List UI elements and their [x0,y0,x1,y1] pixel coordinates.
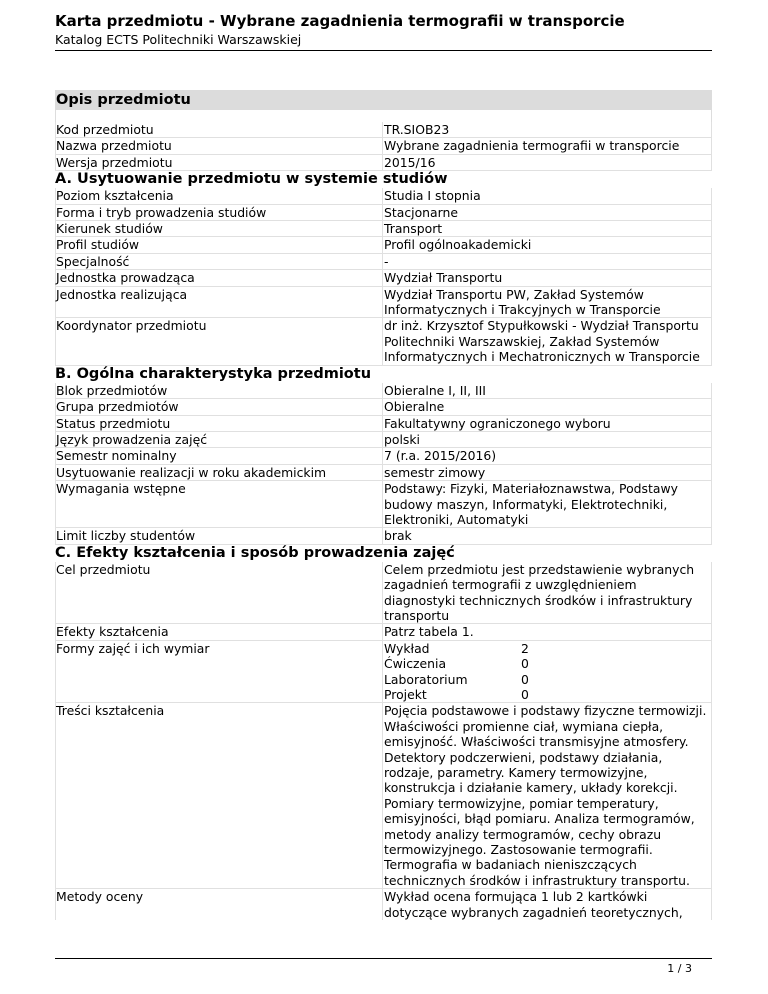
table-row [55,318,712,365]
form-name: Laboratorium [384,671,468,687]
footer-divider [55,958,712,959]
field-value: semestr zimowy [383,465,712,481]
form-name: Wykład [384,640,430,656]
forms-table [383,641,712,704]
section-b-heading: B. Ogólna charakterystyka przedmiotu [55,365,372,382]
field-value: Profil ogólnoakademicki [383,237,712,253]
forms-row [384,687,709,702]
page-number: 1 / 3 [667,962,692,975]
table-row [55,383,712,399]
table-row [55,448,712,464]
table-row [55,528,712,544]
field-label: Wymagania wstępne [55,481,383,528]
field-label: Formy zajęć i ich wymiar [55,641,383,704]
field-label: Status przedmiotu [55,416,383,432]
field-label: Jednostka prowadząca [55,270,383,286]
field-value: - [383,254,712,270]
form-hours: 0 [521,656,529,672]
field-label: Limit liczby studentów [55,528,383,544]
table-row [55,270,712,286]
table-row [55,138,712,154]
table-row [55,188,712,204]
field-value: Transport [383,221,712,237]
table-row [55,416,712,432]
field-value: Studia I stopnia [383,188,712,204]
form-name: Projekt [384,687,427,702]
field-value: Fakultatywny ograniczonego wyboru [383,416,712,432]
field-value: Wydział Transportu PW, Zakład Systemów Informatycznych i Trakcyjnych w Transporcie [383,287,712,319]
field-label: Specjalność [55,254,383,270]
table-row [55,889,712,920]
table-row [55,221,712,237]
field-value: Podstawy: Fizyki, Materiałoznawstwa, Podstawy budowy maszyn, Informatyki, Elektrotechniki, Elektroniki, Automatyki [383,481,712,528]
field-value: Obieralne I, II, III [383,383,712,399]
table-row [55,122,712,138]
field-label: Język prowadzenia zajęć [55,432,383,448]
field-label: Kod przedmiotu [55,122,383,138]
field-label: Semestr nominalny [55,448,383,464]
field-label: Kierunek studiów [55,221,383,237]
table-row [55,287,712,319]
field-label: Poziom kształcenia [55,188,383,204]
field-label: Wersja przedmiotu [55,155,383,171]
header-divider [55,50,712,51]
section-c-heading: C. Efekty kształcenia i sposób prowadzenia zajęć [55,544,455,561]
field-value: Obieralne [383,399,712,415]
field-value: 7 (r.a. 2015/2016) [383,448,712,464]
table-row [55,624,712,640]
field-value: Wydział Transportu [383,270,712,286]
field-label: Blok przedmiotów [55,383,383,399]
field-value: dr inż. Krzysztof Stypułkowski - Wydział Transportu Politechniki Warszawskiej, Zakład Systemów Informatycznych i Mechatronicznych w Transporcie [383,318,712,365]
table-row [55,432,712,448]
field-label: Efekty kształcenia [55,624,383,640]
field-value: Wybrane zagadnienia termografii w transporcie [383,138,712,154]
field-label: Forma i tryb prowadzenia studiów [55,205,383,221]
field-label: Treści kształcenia [55,703,383,889]
field-value: Wykład ocena formująca 1 lub 2 kartkówki dotyczące wybranych zagadnień teoretycznych, [383,889,712,920]
form-hours: 0 [521,687,529,702]
field-label: Koordynator przedmiotu [55,318,383,365]
field-value: Stacjonarne [383,205,712,221]
field-value: 2015/16 [383,155,712,171]
table-row [55,155,712,171]
table-row [55,703,712,889]
forms-row [384,672,709,687]
table-row [55,399,712,415]
table-row [55,237,712,253]
form-hours: 2 [521,640,529,656]
field-label: Jednostka realizująca [55,287,383,319]
table-row [55,641,712,704]
table-row [55,481,712,528]
document-subtitle: Katalog ECTS Politechniki Warszawskiej [55,32,302,47]
form-name: Ćwiczenia [384,656,447,672]
field-value: Patrz tabela 1. [383,624,712,640]
table-row [55,465,712,481]
document-title: Karta przedmiotu - Wybrane zagadnienia termografii w transporcie [55,12,625,30]
field-value: Pojęcia podstawowe i podstawy fizyczne termowizji. Właściwości promienne ciał, wymiana ciepła, emisyjność. Właściwości transmisyjne atmosfery. Detektory podczerwieni, podstawy działania, rodzaje, parametry. Kamery termowizyjne, konstrukcja i działanie kamery, układy korekcji. Pomiary termowizyjne, pomiar temperatury, emisyjności, błąd pomiaru. Analiza termogramów, metody analizy termogramów, cechy obrazu termowizyjnego. Zastosowanie termografii. Termografia w badaniach nieniszczących technicznych środków i infrastruktury transportu. [383,703,712,889]
field-value: polski [383,432,712,448]
forms-row [384,641,709,656]
course-card [55,122,712,920]
field-label: Profil studiów [55,237,383,253]
field-label: Nazwa przedmiotu [55,138,383,154]
form-hours: 0 [521,671,529,687]
field-label: Grupa przedmiotów [55,399,383,415]
opis-section-header: Opis przedmiotu [55,90,712,110]
table-row [55,254,712,270]
field-value: brak [383,528,712,544]
field-label: Metody oceny [55,889,383,920]
field-value: Celem przedmiotu jest przedstawienie wybranych zagadnień termografii z uwzględnieniem diagnostyki technicznych środków i infrastruktury transportu [383,562,712,625]
forms-row [384,656,709,671]
table-row [55,562,712,625]
table-row [55,205,712,221]
field-value: TR.SIOB23 [383,122,712,138]
field-label: Usytuowanie realizacji w roku akademickim [55,465,383,481]
field-label: Cel przedmiotu [55,562,383,625]
section-a-heading: A. Usytuowanie przedmiotu w systemie studiów [55,171,448,188]
